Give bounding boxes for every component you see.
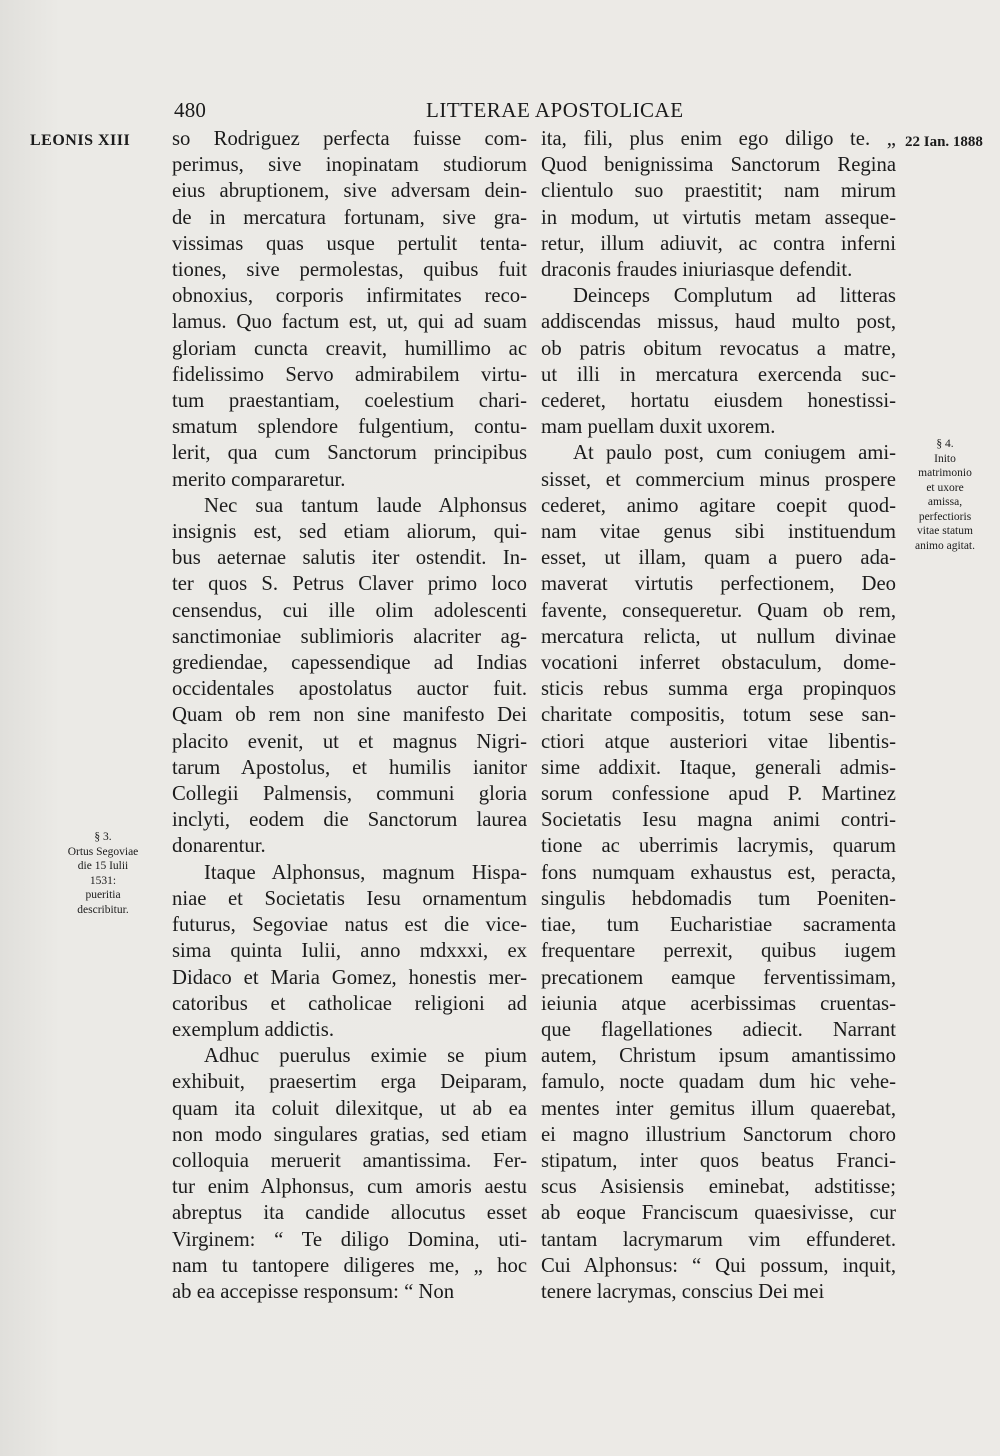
sidenote-line: describitur. — [77, 903, 129, 916]
text-line: smatum splendore fulgentium, contu- — [172, 416, 527, 439]
text-line: in modum, ut virtutis metam asseque- — [541, 206, 896, 229]
text-line: ab ea accepisse responsum: “ Non — [172, 1280, 455, 1303]
text-line: sisset, et commercium minus prospere — [541, 468, 896, 491]
running-title: LITTERAE APOSTOLICAE — [426, 98, 684, 122]
text-line: fidelissimo Servo admirabilem virtu- — [172, 363, 527, 386]
sidenote-line: die 15 Iulii — [77, 860, 129, 872]
sidenote-line: matrimonio — [918, 467, 972, 479]
text-line: sorum confessione apud P. Martinez — [541, 783, 896, 806]
text-line: tione ac uberrimis lacrymis, quarum — [541, 835, 896, 858]
margin-date: 22 Ian. 1888 — [905, 134, 983, 150]
text-line: addiscendas missus, haud multo post, — [541, 311, 896, 334]
text-line: exhibuit, praesertim erga Deiparam, — [172, 1071, 527, 1094]
sidenote-line: § 3. — [94, 831, 112, 843]
text-line: non modo singulares gratias, sed etiam — [172, 1123, 527, 1146]
text-line: sima quinta Iulii, anno mdxxxi, ex — [172, 940, 527, 963]
text-line: mercatura relicta, ut nullum divinae — [541, 625, 896, 648]
sidenote-line: animo agitat. — [914, 539, 976, 552]
text-line: quam ita coluit dilexitque, ut ab ea — [172, 1097, 527, 1120]
text-line: tantam lacrymarum vim effunderet. — [541, 1228, 896, 1251]
sidenote-line: vitae statum — [917, 525, 973, 537]
text-line: favente, consequeretur. Quam ob rem, — [541, 599, 896, 622]
text-line: tur enim Alphonsus, cum amoris aestu — [172, 1176, 527, 1199]
text-line: nam tu tantopere diligeres me, „ hoc — [172, 1254, 527, 1277]
text-line: niae et Societatis Iesu ornamentum — [172, 887, 527, 910]
text-line: retur, illum adiuvit, ac contra inferni — [541, 232, 896, 255]
text-line: charitate compositis, totum sese san- — [541, 704, 896, 727]
text-line: tiones, sive permolestas, quibus fuit — [172, 259, 527, 282]
text-line: Collegii Palmensis, communi gloria — [172, 783, 527, 806]
text-line: ab eoque Franciscum quaesivisse, cur — [541, 1202, 896, 1225]
paragraph — [541, 283, 896, 440]
text-line: tarum Apostolus, et humilis ianitor — [172, 756, 527, 779]
text-line: lerit, qua cum Sanctorum principibus — [172, 442, 527, 465]
text-column-right — [541, 126, 896, 1305]
text-line: donarentur. — [172, 835, 266, 858]
text-line: famulo, nocte quadam dum hic vehe- — [541, 1071, 896, 1094]
text-column-left — [172, 126, 527, 1305]
sidenote-line: Ortus Segoviae — [67, 845, 139, 858]
text-line: cederet, animo agitare coepit quod- — [541, 494, 896, 517]
text-line: At paulo post, cum coniugem ami- — [573, 442, 896, 465]
text-line: eius abruptionem, sive adversam dein- — [172, 180, 527, 203]
text-line: gloriam cuncta creavit, humillimo ac — [172, 337, 527, 360]
text-line: colloquia meruerit amantissima. Fer- — [172, 1149, 527, 1172]
text-line: censendus, cui ille olim adolescenti — [172, 599, 527, 622]
text-line: sime addixit. Itaque, generali admis- — [541, 756, 896, 779]
text-line: merito compararetur. — [172, 468, 346, 491]
text-line: autem, Christum ipsum amantissimo — [541, 1045, 896, 1068]
text-line: ieiunia atque acerbissimas cruentas- — [541, 992, 896, 1015]
text-line: inclyti, eodem die Sanctorum laurea — [172, 809, 527, 832]
paragraph — [541, 440, 896, 1305]
text-line: Nec sua tantum laude Alphonsus — [204, 494, 527, 517]
text-line: Quod benignissima Sanctorum Regina — [541, 154, 896, 177]
text-line: bus aeternae salutis iter ostendit. In- — [172, 547, 527, 570]
text-line: occidentales apostolatus auctor fuit. — [172, 678, 527, 701]
text-line: sticis rebus summa erga propinquos — [541, 678, 896, 701]
text-line: precationem eamque ferventissimam, — [541, 966, 896, 989]
sidenote-line: 1531: — [89, 874, 117, 887]
text-line: scus Asisiensis eminebat, adstitisse; — [541, 1176, 896, 1199]
text-line: exemplum addictis. — [172, 1018, 335, 1041]
margin-pope-name: LEONIS XIII — [30, 132, 131, 149]
text-line: catoribus et catholicae religioni ad — [172, 992, 527, 1015]
text-line: que flagellationes adiecit. Narrant — [541, 1018, 896, 1041]
sidenote-line: pueritia — [85, 889, 121, 901]
text-line: fons numquam exhaustus est, peracta, — [541, 861, 896, 884]
text-line: stipatum, inter quos beatus Franci- — [541, 1149, 896, 1172]
paragraph — [172, 493, 527, 860]
text-line: clientulo suo praestitit; nam mirum — [541, 180, 896, 203]
text-line: vocationi inferret obstaculum, dome- — [541, 652, 896, 675]
text-line: Didaco et Maria Gomez, honestis mer- — [172, 966, 527, 989]
text-line: singulis hebdomadis tum Poeniten- — [541, 887, 896, 910]
text-line: cederet, hortatu eiusdem honestissi- — [541, 390, 896, 413]
sidenote-right — [900, 437, 990, 553]
paragraph — [541, 126, 896, 283]
sidenote-line: perfectioris — [918, 510, 972, 523]
paragraph — [172, 126, 527, 493]
text-line: so Rodriguez perfecta fuisse com- — [172, 128, 527, 150]
text-line: Itaque Alphonsus, magnum Hispa- — [204, 861, 527, 884]
text-line: Cui Alphonsus: “ Qui possum, inquit, — [541, 1254, 896, 1277]
text-line: tum praestantiam, coelestium chari- — [172, 390, 527, 413]
text-line: obnoxius, corporis infirmitates reco- — [172, 285, 527, 308]
text-line: perimus, sive inopinatam studiorum — [172, 154, 527, 177]
text-line: abreptus ita candide allocutus esset — [172, 1202, 527, 1225]
text-line: ei magno illustrium Sanctorum choro — [541, 1123, 896, 1146]
text-line: frequentare perrexit, quibus iugem — [541, 940, 896, 963]
paragraph — [172, 860, 527, 1043]
text-line: grediendae, capessendique ad Indias — [172, 652, 527, 675]
page-header — [160, 98, 900, 128]
text-line: mentes inter gemitus illum quaerebat, — [541, 1097, 896, 1120]
text-line: mam puellam duxit uxorem. — [541, 416, 776, 439]
text-line: esset, ut illam, quam a puero ada- — [541, 547, 896, 570]
sidenote-left — [58, 830, 148, 917]
text-line: lamus. Quo factum est, ut, qui ad suam — [172, 311, 527, 334]
text-line: sanctimoniae sublimioris alacriter ag- — [172, 625, 527, 648]
text-line: Deinceps Complutum ad litteras — [573, 285, 896, 308]
text-line: tenere lacrymas, conscius Dei mei — [541, 1280, 825, 1303]
text-line: nam vitae genus sibi instituendum — [541, 521, 896, 544]
text-line: insignis est, sed etiam aliorum, qui- — [172, 521, 527, 544]
text-line: Adhuc puerulus eximie se pium — [204, 1045, 527, 1068]
text-line: Societatis Iesu magna animi contri- — [541, 809, 896, 832]
text-line: placito evenit, ut et magnus Nigri- — [172, 730, 527, 753]
text-line: maverat virtutis perfectionem, Deo — [541, 573, 896, 596]
text-line: futurus, Segoviae natus est die vice- — [172, 914, 527, 937]
sidenote-line: § 4. — [936, 438, 954, 450]
page-number: 480 — [174, 98, 207, 122]
text-line: draconis fraudes iniuriasque defendit. — [541, 259, 853, 282]
text-line: ter quos S. Petrus Claver primo loco — [172, 573, 527, 596]
text-line: tiae, tum Eucharistiae sacramenta — [541, 914, 896, 937]
sidenote-line: amissa, — [927, 496, 963, 508]
sidenote-line: Inito — [934, 452, 956, 465]
sidenote-line: et uxore — [926, 481, 964, 494]
paragraph — [172, 1043, 527, 1305]
text-line: ita, fili, plus enim ego diligo te. „ — [541, 128, 896, 150]
text-line: Virginem: “ Te diligo Domina, uti- — [172, 1228, 527, 1251]
text-line: Quam ob rem non sine manifesto Dei — [172, 704, 527, 727]
text-line: ob patris obitum revocatus a matre, — [541, 337, 896, 360]
text-line: de in mercatura fortunam, sive gra- — [172, 206, 527, 229]
text-line: ctiori atque austeriori vitae libentis- — [541, 730, 896, 753]
text-line: vissimas quas usque pertulit tenta- — [172, 232, 527, 255]
text-line: ut illi in mercatura exercenda suc- — [541, 363, 896, 386]
